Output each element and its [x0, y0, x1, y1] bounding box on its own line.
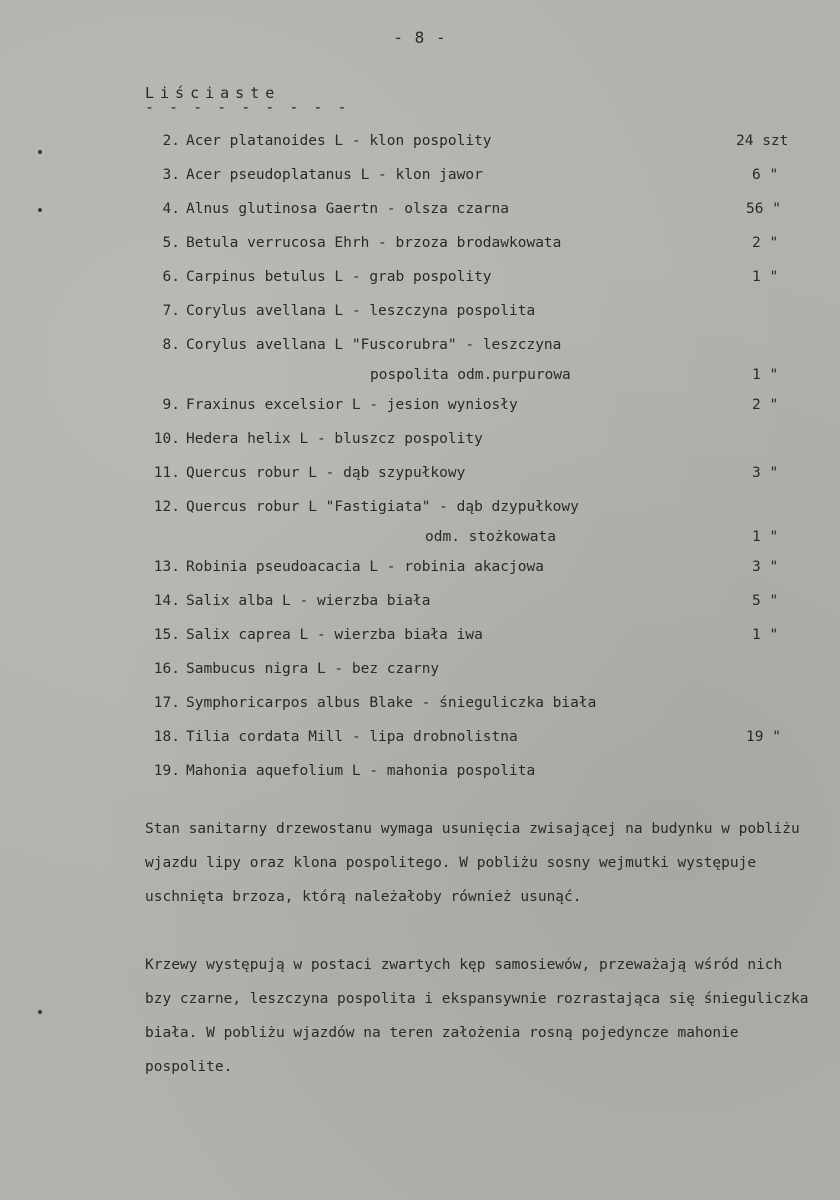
- species-row: [0, 423, 840, 457]
- species-row: [0, 721, 840, 755]
- species-row: [0, 389, 840, 423]
- species-name: Symphoricarpos albus Blake - śnieguliczka biała: [186, 695, 597, 711]
- species-number: 2.: [162, 133, 180, 149]
- species-row: [0, 159, 840, 193]
- species-row: [0, 457, 840, 491]
- species-quantity: 1 ": [752, 367, 779, 383]
- species-row: [0, 551, 840, 585]
- species-row: [0, 261, 840, 295]
- species-number: 15.: [153, 627, 180, 643]
- species-quantity: 56 ": [746, 201, 781, 217]
- species-name: Sambucus nigra L - bez czarny: [186, 661, 440, 677]
- species-name: Hedera helix L - bluszcz pospolity: [186, 431, 483, 447]
- species-name: Robinia pseudoacacia L - robinia akacjowa: [186, 559, 544, 575]
- species-number: 16.: [153, 661, 180, 677]
- species-row: [0, 491, 840, 545]
- species-quantity: 5 ": [752, 593, 779, 609]
- species-name: Acer pseudoplatanus L - klon jawor: [186, 167, 483, 183]
- species-name: Quercus robur L "Fastigiata" - dąb dzypułkowy: [186, 499, 579, 515]
- species-row: [0, 193, 840, 227]
- species-number: 10.: [153, 431, 180, 447]
- species-row: [0, 687, 840, 721]
- species-row: [0, 125, 840, 159]
- species-number: 14.: [153, 593, 180, 609]
- margin-punch-dot: [38, 208, 42, 212]
- species-number: 12.: [153, 499, 180, 515]
- species-number: 8.: [162, 337, 180, 353]
- margin-punch-dot: [38, 150, 42, 154]
- species-name: Alnus glutinosa Gaertn - olsza czarna: [186, 201, 510, 217]
- species-number: 5.: [162, 235, 180, 251]
- species-name: Salix alba L - wierzba biała: [186, 593, 431, 609]
- page-number: - 8 -: [393, 28, 447, 47]
- heading-underline: - - - - - - - - -: [145, 98, 350, 116]
- shrubs-paragraph: Krzewy występują w postaci zwartych kęp samosiewów, przeważają wśród nich bzy czarne, leszczyna pospolita i ekspansywnie rozrastająca się śnieguliczka biała. W pobliżu wjazdów na teren założenia rosną pojedyncze mahonie pospolite.: [145, 957, 809, 1075]
- species-name: Salix caprea L - wierzba biała iwa: [186, 627, 483, 643]
- species-number: 18.: [153, 729, 180, 745]
- species-name: Betula verrucosa Ehrh - brzoza brodawkowata: [186, 235, 562, 251]
- species-number: 19.: [153, 763, 180, 779]
- species-number: 9.: [162, 397, 180, 413]
- species-row: [0, 227, 840, 261]
- species-quantity: 2 ": [752, 235, 779, 251]
- species-number: 3.: [162, 167, 180, 183]
- species-row: [0, 295, 840, 329]
- species-row: [0, 755, 840, 789]
- species-name: Tilia cordata Mill - lipa drobnolistna: [186, 729, 518, 745]
- margin-punch-dot: [38, 1010, 42, 1014]
- species-number: 7.: [162, 303, 180, 319]
- species-name: Acer platanoides L - klon pospolity: [186, 133, 492, 149]
- species-quantity: 6 ": [752, 167, 779, 183]
- species-number: 17.: [153, 695, 180, 711]
- species-name-continued: odm. stożkowata: [425, 529, 556, 545]
- species-name-continued: pospolita odm.purpurowa: [370, 367, 571, 383]
- species-quantity: 3 ": [752, 465, 779, 481]
- species-name: Carpinus betulus L - grab pospolity: [186, 269, 492, 285]
- species-row: [0, 585, 840, 619]
- species-quantity: 3 ": [752, 559, 779, 575]
- species-quantity: 24 szt: [736, 133, 789, 149]
- species-name: Fraxinus excelsior L - jesion wyniosły: [186, 397, 518, 413]
- species-row: [0, 653, 840, 687]
- species-number: 6.: [162, 269, 180, 285]
- species-name: Mahonia aquefolium L - mahonia pospolita: [186, 763, 536, 779]
- species-row: [0, 329, 840, 383]
- species-quantity: 1 ": [752, 627, 779, 643]
- species-quantity: 19 ": [746, 729, 781, 745]
- species-name: Quercus robur L - dąb szypułkowy: [186, 465, 466, 481]
- section-heading: Liściaste: [145, 84, 281, 102]
- species-number: 11.: [153, 465, 180, 481]
- sanitary-condition-paragraph: Stan sanitarny drzewostanu wymaga usunięcia zwisającej na budynku w pobliżu wjazdu lipy oraz klona pospolitego. W pobliżu sosny wejmutki występuje uschnięta brzoza, którą należałoby również usunąć.: [145, 821, 800, 905]
- species-name: Corylus avellana L "Fuscorubra" - leszczyna: [186, 337, 562, 353]
- species-quantity: 1 ": [752, 529, 779, 545]
- species-number: 13.: [153, 559, 180, 575]
- species-number: 4.: [162, 201, 180, 217]
- species-name: Corylus avellana L - leszczyna pospolita: [186, 303, 536, 319]
- species-quantity: 1 ": [752, 269, 779, 285]
- species-row: [0, 619, 840, 653]
- species-quantity: 2 ": [752, 397, 779, 413]
